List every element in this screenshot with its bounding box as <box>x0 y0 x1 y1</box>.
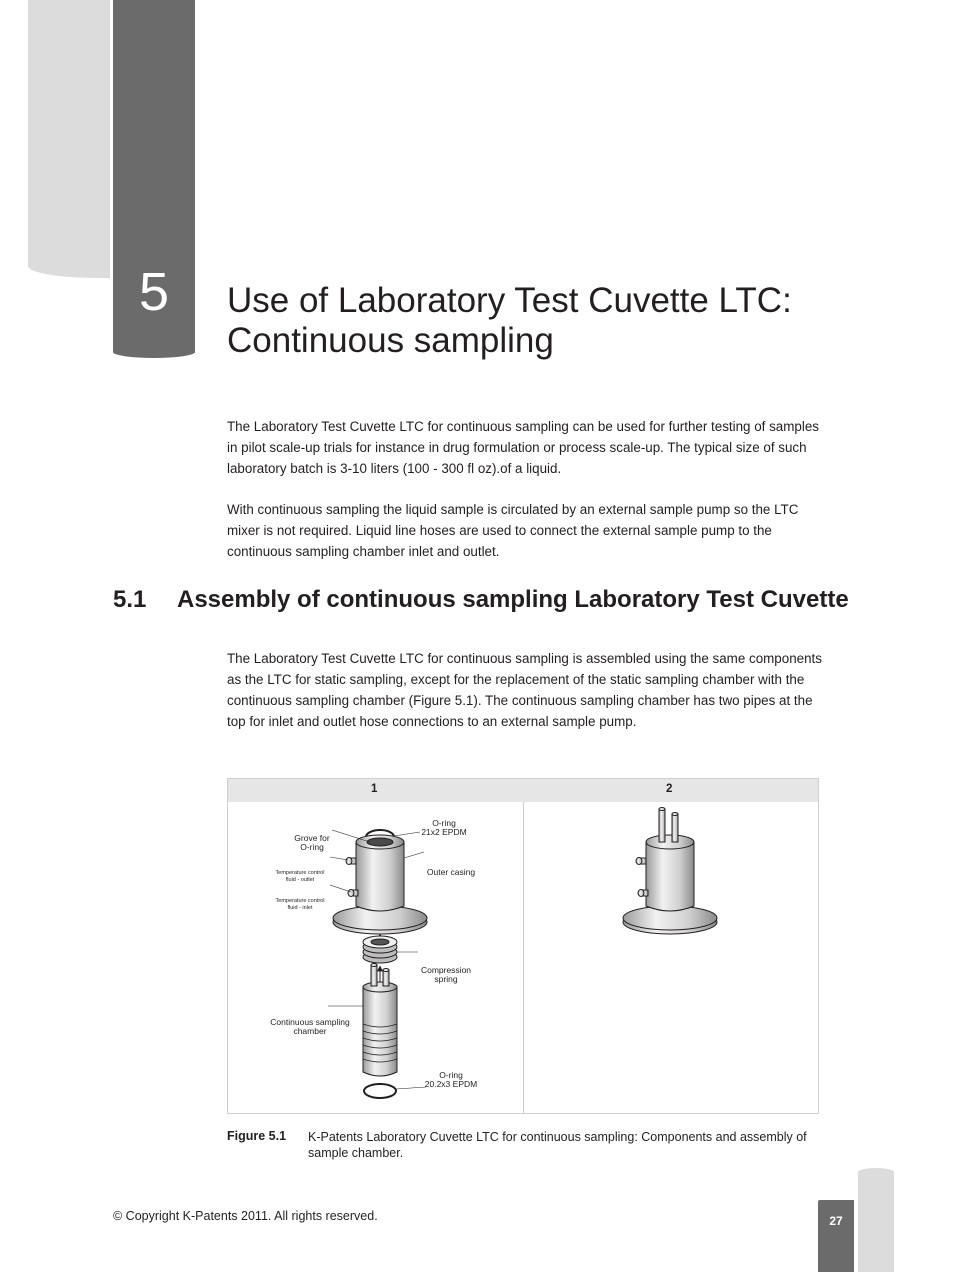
label-oring-bottom: O-ring 20.2x3 EPDM <box>424 1070 478 1089</box>
assembled-view <box>623 808 717 935</box>
copyright-notice: © Copyright K-Patents 2011. All rights reserved. <box>113 1209 378 1223</box>
label-compression-spring: Compression spring <box>420 965 472 984</box>
intro-paragraph-1: The Laboratory Test Cuvette LTC for continuous sampling can be used for further testing of samples in pilot scale-up trials for instance in drug formulation or process scale-up. The typical size of such laboratory batch is 3-10 liters (100 - 300 fl oz).of a liquid. <box>227 419 819 476</box>
section-number: 5.1 <box>113 586 147 613</box>
intro-paragraph-2: With continuous sampling the liquid sample is circulated by an external sample pump so the LTC mixer is not required. Liquid line hoses are used to connect the external sample pump to the continuous sampling chamber inlet and outlet. <box>227 502 799 559</box>
page-tab-light <box>858 1168 894 1272</box>
figure-column-2-label: 2 <box>666 783 673 795</box>
outer-casing-body <box>356 842 404 911</box>
section-paragraph: The Laboratory Test Cuvette LTC for continuous sampling is assembled using the same components as the LTC for static sampling, except for the replacement of the static sampling chamber with the continuous sampling chamber (Figure 5.1). The continuous sampling chamber has two pipes at the top for inlet and outlet hose connections to an external sample pump. <box>227 651 822 729</box>
figure-caption-label: Figure 5.1 <box>227 1129 287 1143</box>
page-number: 27 <box>829 1214 843 1228</box>
label-sampling-chamber: Continuous sampling chamber <box>270 1017 350 1036</box>
label-grove: Grove for O-ring <box>294 833 330 852</box>
figure-column-1-label: 1 <box>371 783 378 795</box>
chapter-number: 5 <box>138 262 170 322</box>
label-oring-top: O-ring 21x2 EPDM <box>421 818 467 837</box>
figure-caption-text: K-Patents Laboratory Cuvette LTC for continuous sampling: Components and assembly of sample chamber. <box>308 1130 807 1160</box>
section-title: Assembly of continuous sampling Laboratory Test Cuvette <box>177 586 849 613</box>
chapter-title-line1: Use of Laboratory Test Cuvette LTC: <box>227 281 792 320</box>
exploded-view <box>328 830 427 1098</box>
label-temp-inlet: Temperature control fluid - inlet <box>275 898 325 911</box>
chapter-title <box>227 281 887 361</box>
compression-spring-icon <box>363 936 397 963</box>
label-temp-outlet: Temperature control fluid - outlet <box>275 870 325 883</box>
oring-bottom-icon <box>364 1084 396 1098</box>
page-tab-dark <box>818 1200 854 1272</box>
figure-header <box>228 779 818 802</box>
chapter-tab-light <box>28 0 110 278</box>
chapter-title-line2: Continuous sampling <box>227 321 554 360</box>
label-outer-casing: Outer casing <box>426 867 476 877</box>
figure-5-1 <box>227 778 819 1114</box>
